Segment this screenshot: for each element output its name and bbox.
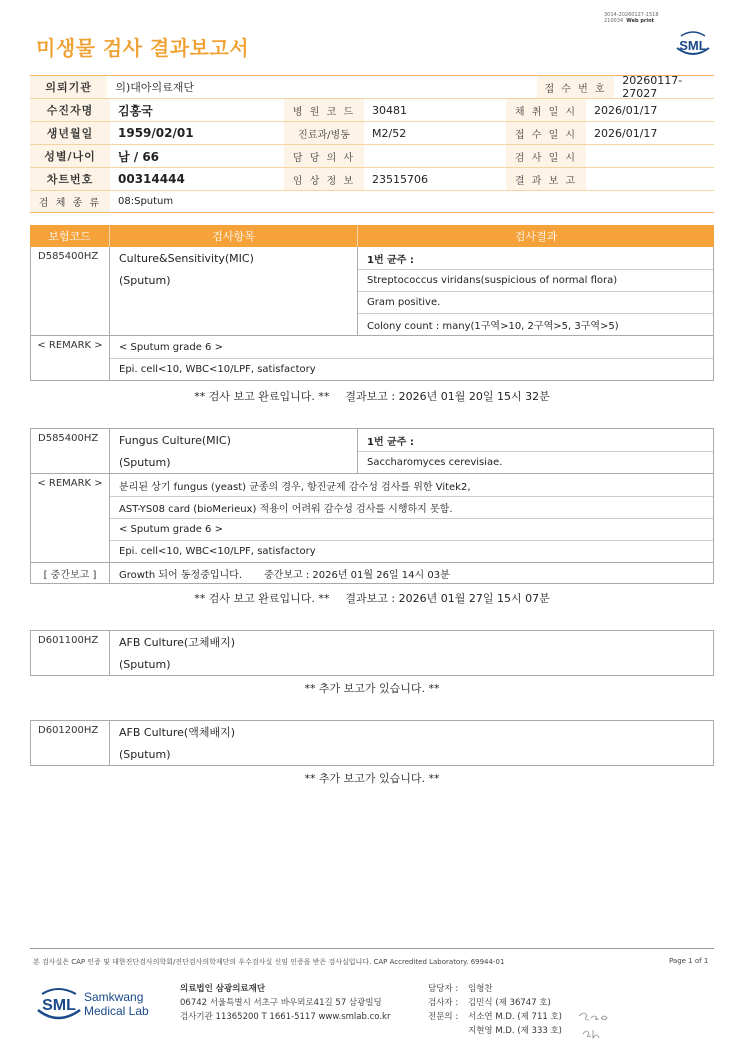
- test-item: AFB Culture(고체배지) (Sputum): [119, 636, 236, 671]
- table-row: [31, 247, 713, 335]
- header-result: 검사결과: [514, 230, 558, 243]
- table-row: [31, 429, 713, 473]
- test-item: Fungus Culture(MIC) (Sputum): [110, 429, 358, 473]
- header-code: 보험코드: [30, 225, 110, 247]
- info-row-specimen: 검 체 종 류 08:Sputum: [30, 191, 714, 213]
- test-item: Culture&Sensitivity(MIC) (Sputum): [110, 247, 358, 335]
- info-row-birth: 생년월일 1959/02/01 진료과/병동 M2/52 접 수 일 시 2026/01/17: [30, 122, 714, 145]
- svg-text:SML: SML: [42, 997, 76, 1014]
- result-block-afb-liquid: [30, 720, 714, 766]
- organization-info: 의료법인 삼광의료재단 06742 서울특별시 서초구 바우뫼로41길 57 삼광빌딩 검사기관 11365200 T 1661-5117 www.smlab.co.kr: [180, 984, 391, 1022]
- insurance-code: D585400HZ: [31, 429, 110, 473]
- result-block-afb-solid: [30, 630, 714, 676]
- insurance-code: D585400HZ: [31, 247, 110, 335]
- sml-logo-icon: [673, 26, 713, 62]
- svg-text:SML: SML: [679, 38, 707, 53]
- result-block-culture: [30, 247, 714, 381]
- pending-note-1: ** 추가 보고가 있습니다. **: [304, 682, 440, 695]
- remark-row: < REMARK > < Sputum grade 6 > Epi. cell<10, WBC<10/LPF, satisfactory: [31, 335, 713, 380]
- result-block-fungus: [30, 428, 714, 584]
- accreditation-note: 본 검사실은 CAP 인증 및 대한진단검사의학회/진단검사의학재단의 우수검사실 신임 인증을 받은 검사실입니다. CAP Accredited Laboratory. 69944-01: [33, 958, 505, 966]
- header-item: 검사항목: [110, 225, 358, 247]
- info-row-client: 의뢰기관 의)대아의료재단 접 수 번 호 20260117-27027: [30, 76, 714, 99]
- interim-row: [ 중간보고 ] Growth 되어 동정중입니다. 중간보고 : 2026년 01월 26일 14시 03분: [31, 562, 713, 583]
- lab-name: Samkwang Medical Lab: [84, 990, 149, 1018]
- pending-note-2: ** 추가 보고가 있습니다. **: [304, 772, 440, 785]
- table-row: [31, 631, 713, 675]
- info-row-patient: 수진자명 김홍국 병 원 코 드 30481 채 취 일 시 2026/01/17: [30, 99, 714, 122]
- report-complete-2: ** 검사 보고 완료입니다. ** 결과보고 : 2026년 01월 27일 15시 07분: [194, 592, 550, 605]
- test-result: 1번 균주 : Saccharomyces cerevisiae.: [358, 429, 713, 473]
- footer-divider: [30, 948, 714, 949]
- staff-info: 담당자 : 임형찬 검사자 : 김민식 (제 36747 호) 전문의 : 서소연 M.D. (제 711 호) 지현영 M.D. (제 333 호): [428, 984, 563, 1036]
- results-table-header: [30, 225, 714, 247]
- test-result: 1번 균주 : Streptococcus viridans(suspicious of normal flora) Gram positive. Colony count : many(1구역>10, 2구역>5, 3구역>5): [358, 247, 713, 335]
- test-item: AFB Culture(액체배지) (Sputum): [119, 726, 236, 761]
- table-row: [31, 721, 713, 765]
- report-complete-1: ** 검사 보고 완료입니다. ** 결과보고 : 2026년 01월 20일 15시 32분: [194, 390, 550, 403]
- patient-info-grid: [30, 75, 714, 213]
- page-title: 미생물 검사 결과보고서: [36, 36, 250, 60]
- insurance-code: D601100HZ: [31, 631, 110, 675]
- document-code: 3014-20260127-1518 210034 Web print: [604, 12, 659, 24]
- remark-row: < REMARK > 분리된 상기 fungus (yeast) 균종의 경우, 항진균제 감수성 검사를 위한 Vitek2, AST-YS08 card (bioMerieux) 적용이 어려워 감수성 검사를 시행하지 못함. < Sputum grade 6 > Epi. cell<10, WBC<10/LPF, satisfactory: [31, 473, 713, 562]
- info-row-sex-age: 성별/나이 남 / 66 담 당 의 사 검 사 일 시: [30, 145, 714, 168]
- insurance-code: D601200HZ: [31, 721, 110, 765]
- info-row-chart: 차트번호 00314444 임 상 정 보 23515706 결 과 보 고: [30, 168, 714, 191]
- page-number: Page 1 of 1: [669, 957, 709, 965]
- signature-icon: [575, 1008, 615, 1044]
